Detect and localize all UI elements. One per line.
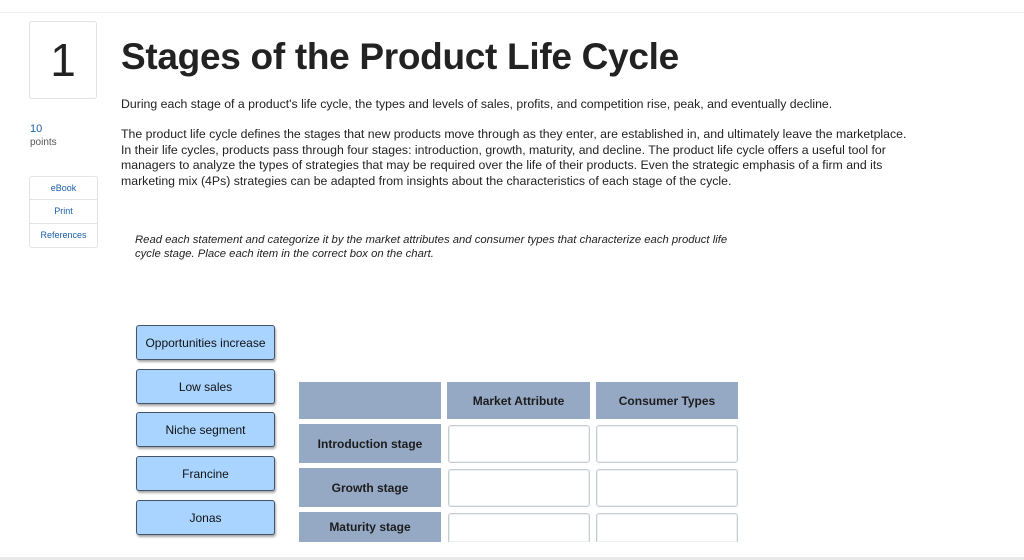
print-link[interactable]: Print xyxy=(29,200,98,224)
table-corner-header xyxy=(299,382,441,419)
points-label: points xyxy=(30,137,57,148)
drag-chip-jonas[interactable]: Jonas xyxy=(136,500,275,535)
column-header-consumer-types: Consumer Types xyxy=(596,382,738,419)
drop-zone-maturity-consumer-types[interactable] xyxy=(596,513,738,542)
drag-chip-niche-segment[interactable]: Niche segment xyxy=(136,412,275,447)
body-paragraph: The product life cycle defines the stages that new products move through as they enter, are established in, and ultimately leave the marketplace. In their life cycles, products pass through four stages: introduction, growth, maturity, and decline. The product life cycle offers a useful tool for managers to analyze the types of strategies that may be required over the life of their products. Even the strategic emphasis of a firm and its marketing mix (4Ps) strategies can be adapted from insights about the characteristics of each stage of the cycle. xyxy=(121,127,907,188)
drop-zone-introduction-market-attribute[interactable] xyxy=(448,425,590,463)
question-number: 1 xyxy=(29,21,97,99)
drag-chip-opportunities-increase[interactable]: Opportunities increase xyxy=(136,325,275,360)
column-header-market-attribute: Market Attribute xyxy=(447,382,590,419)
row-label-maturity-stage: Maturity stage xyxy=(299,512,441,542)
instructions-text: Read each statement and categorize it by the market attributes and consumer types that characterize each product life cycle stage. Place each item in the correct box on the chart. xyxy=(135,234,728,260)
resource-links xyxy=(29,176,98,249)
drop-zone-maturity-market-attribute[interactable] xyxy=(448,513,590,542)
points-value: 10 xyxy=(30,123,43,135)
drop-zone-introduction-consumer-types[interactable] xyxy=(596,425,738,463)
page-title: Stages of the Product Life Cycle xyxy=(121,36,679,77)
row-label-growth-stage: Growth stage xyxy=(299,468,441,507)
drop-zone-growth-market-attribute[interactable] xyxy=(448,469,590,507)
drag-chip-francine[interactable]: Francine xyxy=(136,456,275,491)
drop-zone-growth-consumer-types[interactable] xyxy=(596,469,738,507)
references-link[interactable]: References xyxy=(29,224,98,248)
intro-paragraph: During each stage of a product's life cycle, the types and levels of sales, profits, and competition rise, peak, and eventually decline. xyxy=(121,97,833,111)
drag-chip-low-sales[interactable]: Low sales xyxy=(136,369,275,404)
ebook-link[interactable]: eBook xyxy=(29,176,98,200)
row-label-introduction-stage: Introduction stage xyxy=(299,424,441,463)
top-divider xyxy=(0,12,1024,13)
